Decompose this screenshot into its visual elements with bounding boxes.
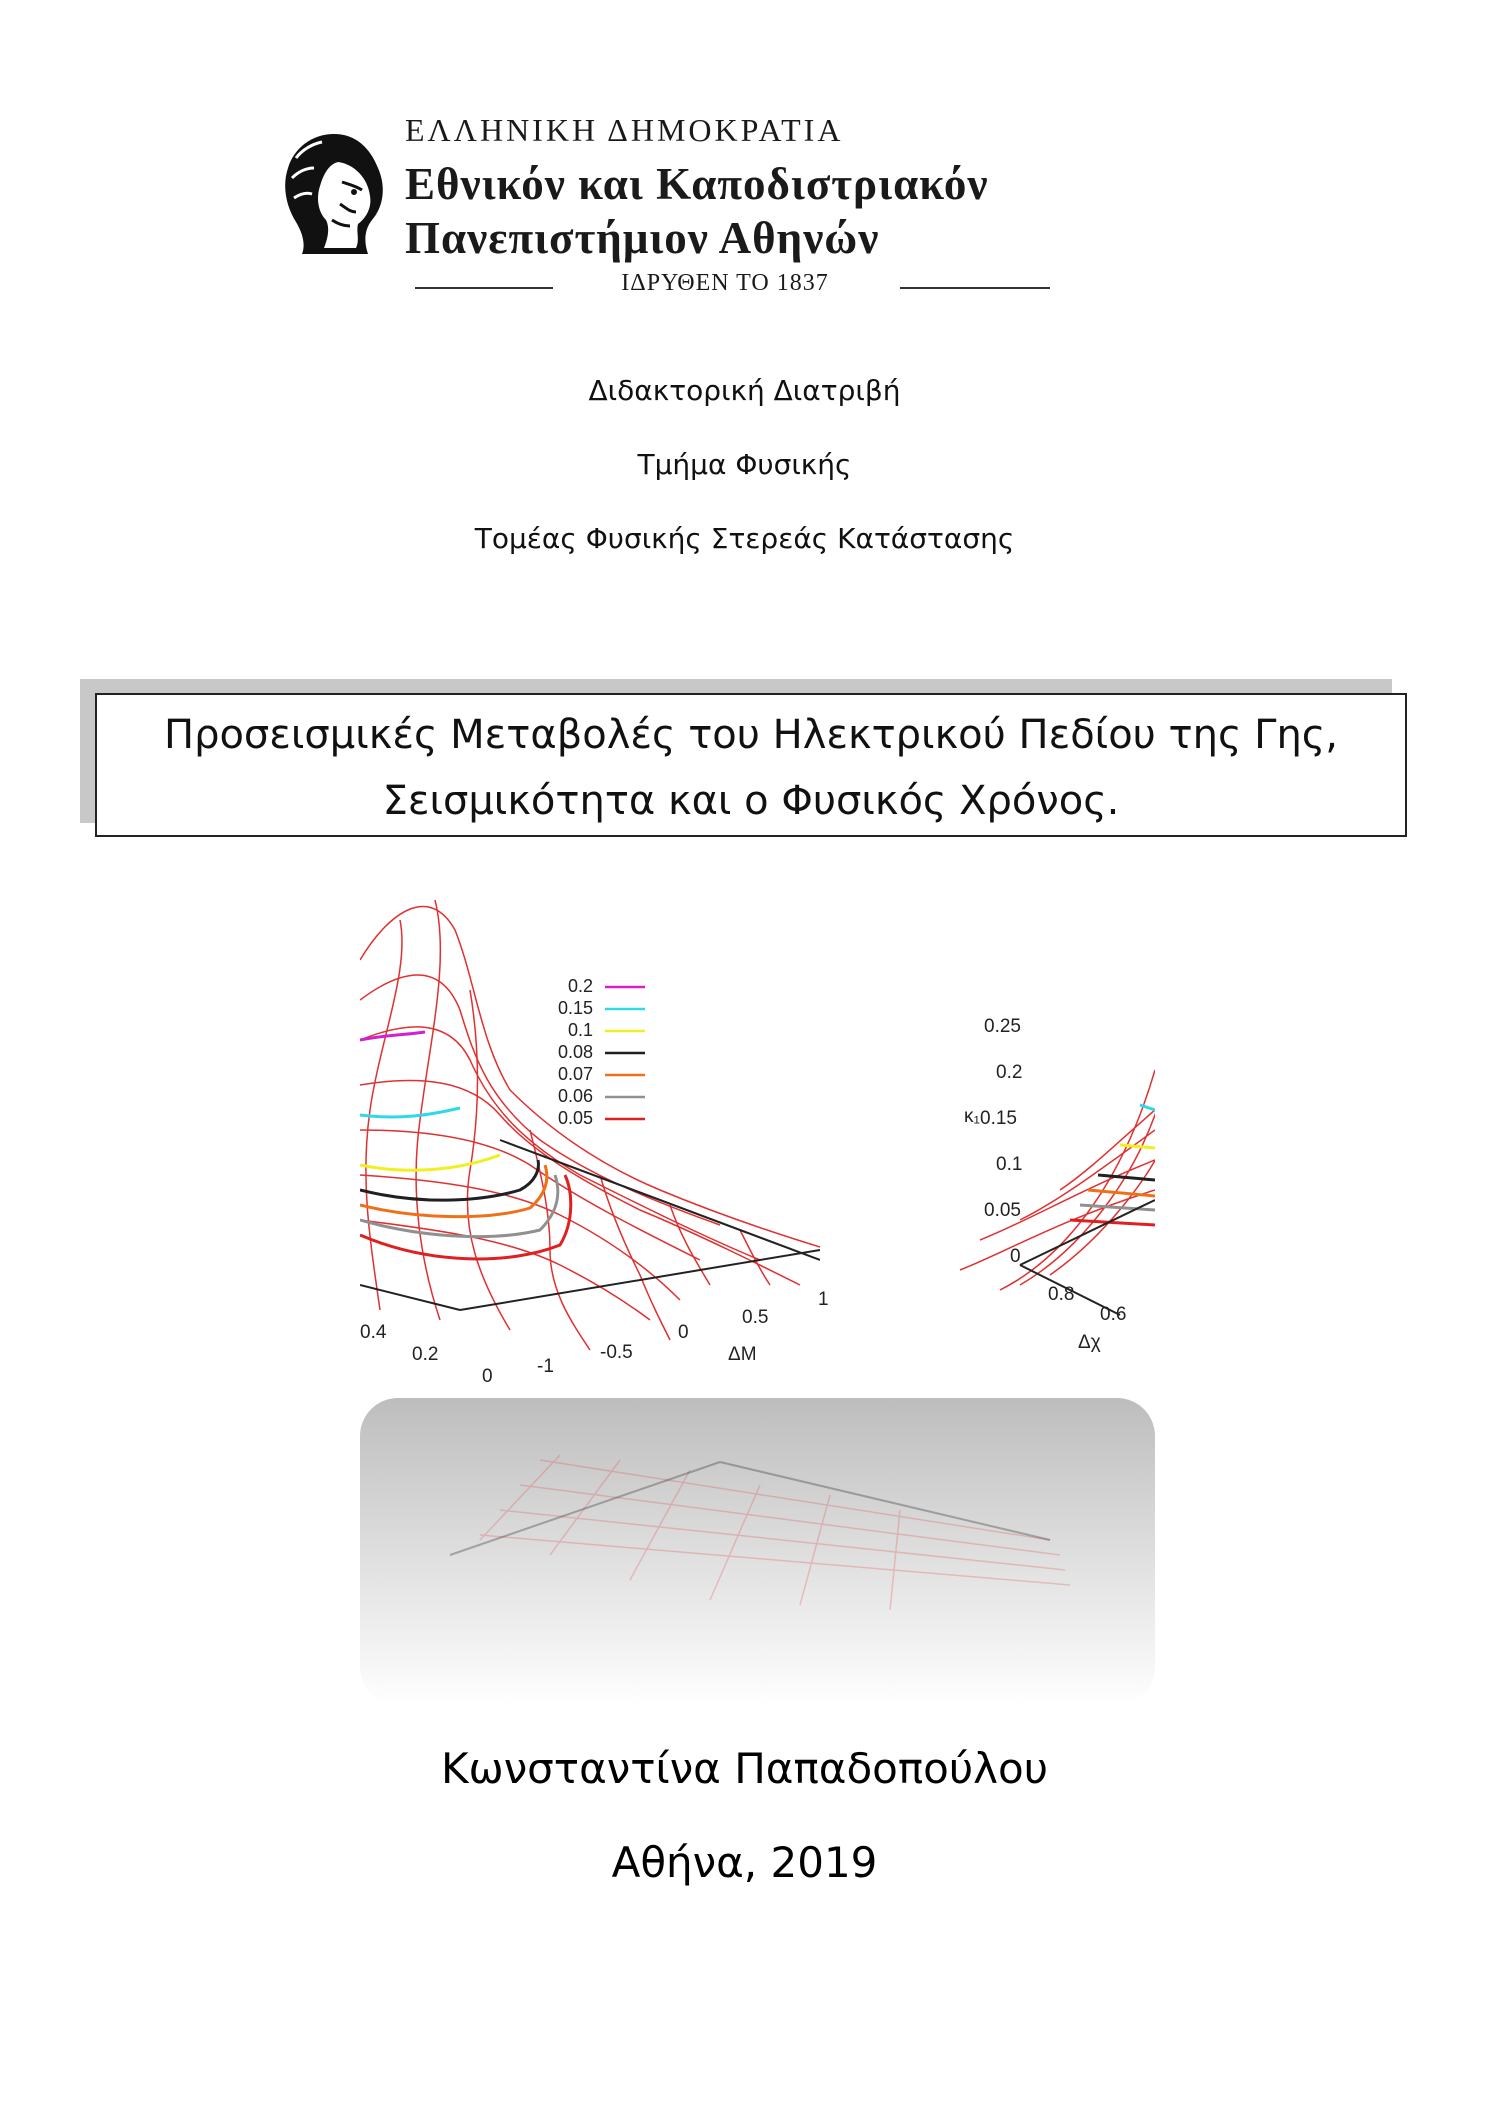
tick-label: 1 xyxy=(818,1289,829,1310)
university-name-line1: Εθνικόν και Καποδιστριακόν xyxy=(405,159,989,209)
axis-label: Δχ xyxy=(1078,1332,1101,1353)
right-surface-plot xyxy=(960,1070,1155,1315)
legend-label: 0.2 xyxy=(567,976,593,996)
sector: Τομέας Φυσικής Στερεάς Κατάστασης xyxy=(474,522,1015,555)
tick-label: 0.2 xyxy=(996,1062,1023,1083)
legend-label: 0.07 xyxy=(557,1064,593,1084)
tick-label: 0.5 xyxy=(742,1307,769,1328)
tick-label: 0 xyxy=(678,1322,689,1343)
republic-label: ΕΛΛΗΝΙΚΗ ΔΗΜΟΚΡΑΤΙΑ xyxy=(405,112,844,148)
legend-entry-6 xyxy=(558,1086,645,1106)
author-name: Κωνσταντίνα Παπαδοπούλου xyxy=(441,1744,1048,1793)
tick-label: -1 xyxy=(537,1356,554,1377)
right-axis-labels xyxy=(964,1016,1126,1353)
left-surface-mesh xyxy=(360,900,830,1350)
legend-label: 0.06 xyxy=(557,1086,593,1106)
left-axis-labels xyxy=(360,1289,829,1387)
thesis-title-line2: Σεισμικότητα και ο Φυσικός Χρόνος. xyxy=(382,778,1120,824)
university-name-line2: Πανεπιστήμιον Αθηνών xyxy=(405,213,880,263)
left-legend xyxy=(558,976,645,1128)
legend-entry-7 xyxy=(558,1108,645,1128)
left-surface-plot xyxy=(360,900,830,1350)
tick-label: 0.25 xyxy=(984,1016,1021,1037)
right-axes xyxy=(1020,1200,1155,1315)
tick-label: 0.4 xyxy=(360,1322,387,1343)
tick-label: 0 xyxy=(482,1366,493,1387)
tick-label: 0.15 xyxy=(980,1108,1017,1129)
tick-label: 0.2 xyxy=(412,1344,439,1365)
department: Τμήμα Φυσικής xyxy=(637,448,852,481)
legend-entry-2 xyxy=(558,998,645,1018)
axis-label: ΔΜ xyxy=(728,1344,757,1365)
tick-label: 0.05 xyxy=(984,1200,1021,1221)
thesis-title-line1: Προσεισμικές Μεταβολές του Ηλεκτρικού Πεδίου της Γης, xyxy=(163,712,1338,758)
legend-label: 0.08 xyxy=(557,1042,593,1062)
tick-label: -0.5 xyxy=(600,1342,633,1363)
tick-label: 0 xyxy=(1010,1246,1021,1267)
legend-entry-5 xyxy=(558,1064,645,1084)
divider-right xyxy=(900,287,1050,289)
athena-head-icon xyxy=(272,128,397,258)
tick-label: 0.1 xyxy=(996,1154,1023,1175)
place-and-year: Αθήνα, 2019 xyxy=(611,1838,878,1887)
founded-label: ΙΔΡΥΘΕΝ ΤΟ 1837 xyxy=(621,270,829,296)
legend-entry-1 xyxy=(568,976,645,996)
cover-figure xyxy=(360,890,1155,1705)
legend-entry-4 xyxy=(558,1042,645,1062)
right-surface-mesh xyxy=(960,1070,1155,1290)
tick-label: 0.8 xyxy=(1048,1284,1075,1305)
document-type: Διδακτορική Διατριβή xyxy=(588,374,901,407)
tick-label: 0.6 xyxy=(1100,1304,1127,1325)
legend-label: 0.1 xyxy=(567,1020,593,1040)
axis-label: κ₁ xyxy=(964,1106,980,1127)
left-contours xyxy=(360,1032,571,1259)
legend-label: 0.05 xyxy=(557,1108,593,1128)
divider-left xyxy=(415,287,553,289)
legend-entry-3 xyxy=(568,1020,645,1040)
legend-label: 0.15 xyxy=(557,998,593,1018)
